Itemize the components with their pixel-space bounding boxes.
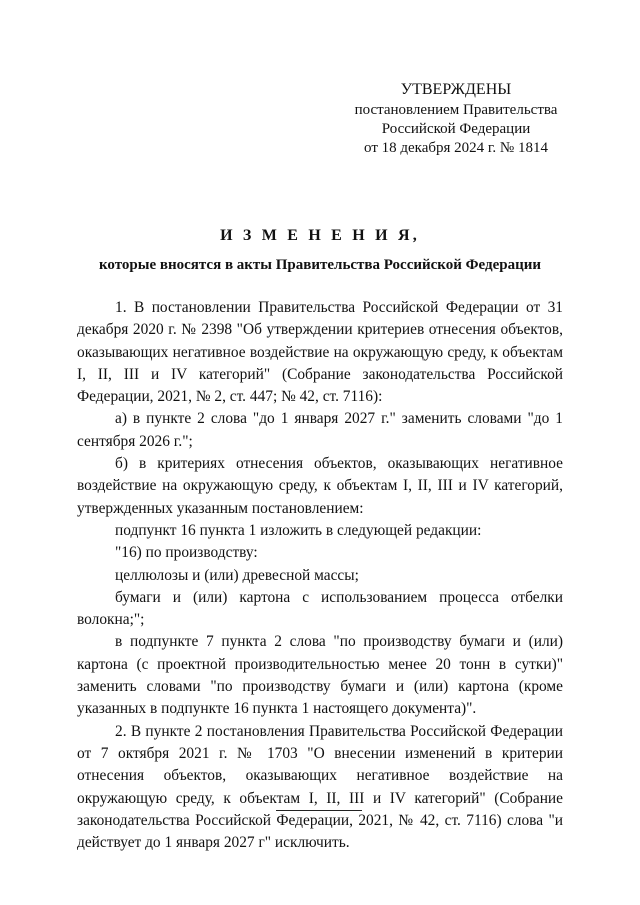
closing-divider <box>276 810 362 811</box>
approval-stamp <box>340 80 572 158</box>
document-subtitle: которые вносятся в акты Правительства Российской Федерации <box>98 257 542 273</box>
approval-line-2: Российской Федерации <box>381 121 531 137</box>
paragraph-1: 1. В постановлении Правительства Российской Федерации от 31 декабря 2020 г. № 2398 "Об утверждении критериев отнесения объектов, оказывающих негативное воздействие на окружающую среду, к объектам I, II, III и IV категорий" (Собрание законодательства Российской Федерации, 2021, № 2, ст. 447; № 42, ст. 7116): <box>77 299 563 406</box>
paragraph-2: 2. В пункте 2 постановления Правительства Российской Федерации от 7 октября 2021 г. № 1703 "О внесении изменений в критерии отнесения объектов, оказывающих негативное воздействие на окружающую среду, к объектам I, II, III и IV категорий" (Собрание законодательства Российской Федерации, 2021, № 42, ст. 7116) слова "и действует до 1 января 2027 г" исключить. <box>77 722 563 852</box>
paragraph-16-heading: "16) по производству: <box>115 544 258 562</box>
paragraph-1c: в подпункте 7 пункта 2 слова "по производству бумаги и (или) картона (с проектной производительностью менее 20 тонн в сутки)" заменить словами "по производству бумаги и (или) картона (кроме указанных в подпункте 16 пункта 1 настоящего документа)". <box>77 633 563 718</box>
paragraph-16-item-2: бумаги и (или) картона с использованием процесса отбелки волокна;"; <box>77 588 563 629</box>
document-title: И З М Е Н Е Н И Я, <box>220 227 420 244</box>
approval-line-1: постановлением Правительства <box>354 102 558 118</box>
document-body <box>77 297 563 854</box>
paragraph-16-item-1: целлюлозы и (или) древесной массы; <box>115 566 359 584</box>
approval-title: УТВЕРЖДЕНЫ <box>400 81 512 98</box>
paragraph-1a: а) в пункте 2 слова "до 1 января 2027 г." заменить словами "до 1 сентября 2026 г."; <box>77 410 563 450</box>
paragraph-1b: б) в критериях отнесения объектов, оказывающих негативное воздействие на окружающую среду, к объектам I, II, III и IV категорий, утвержденных указанным постановлением: <box>77 455 563 517</box>
document-heading <box>0 225 640 275</box>
paragraph-1b-intro: подпункт 16 пункта 1 изложить в следующей редакции: <box>115 521 482 539</box>
approval-line-3: от 18 декабря 2024 г. № 1814 <box>364 140 548 156</box>
